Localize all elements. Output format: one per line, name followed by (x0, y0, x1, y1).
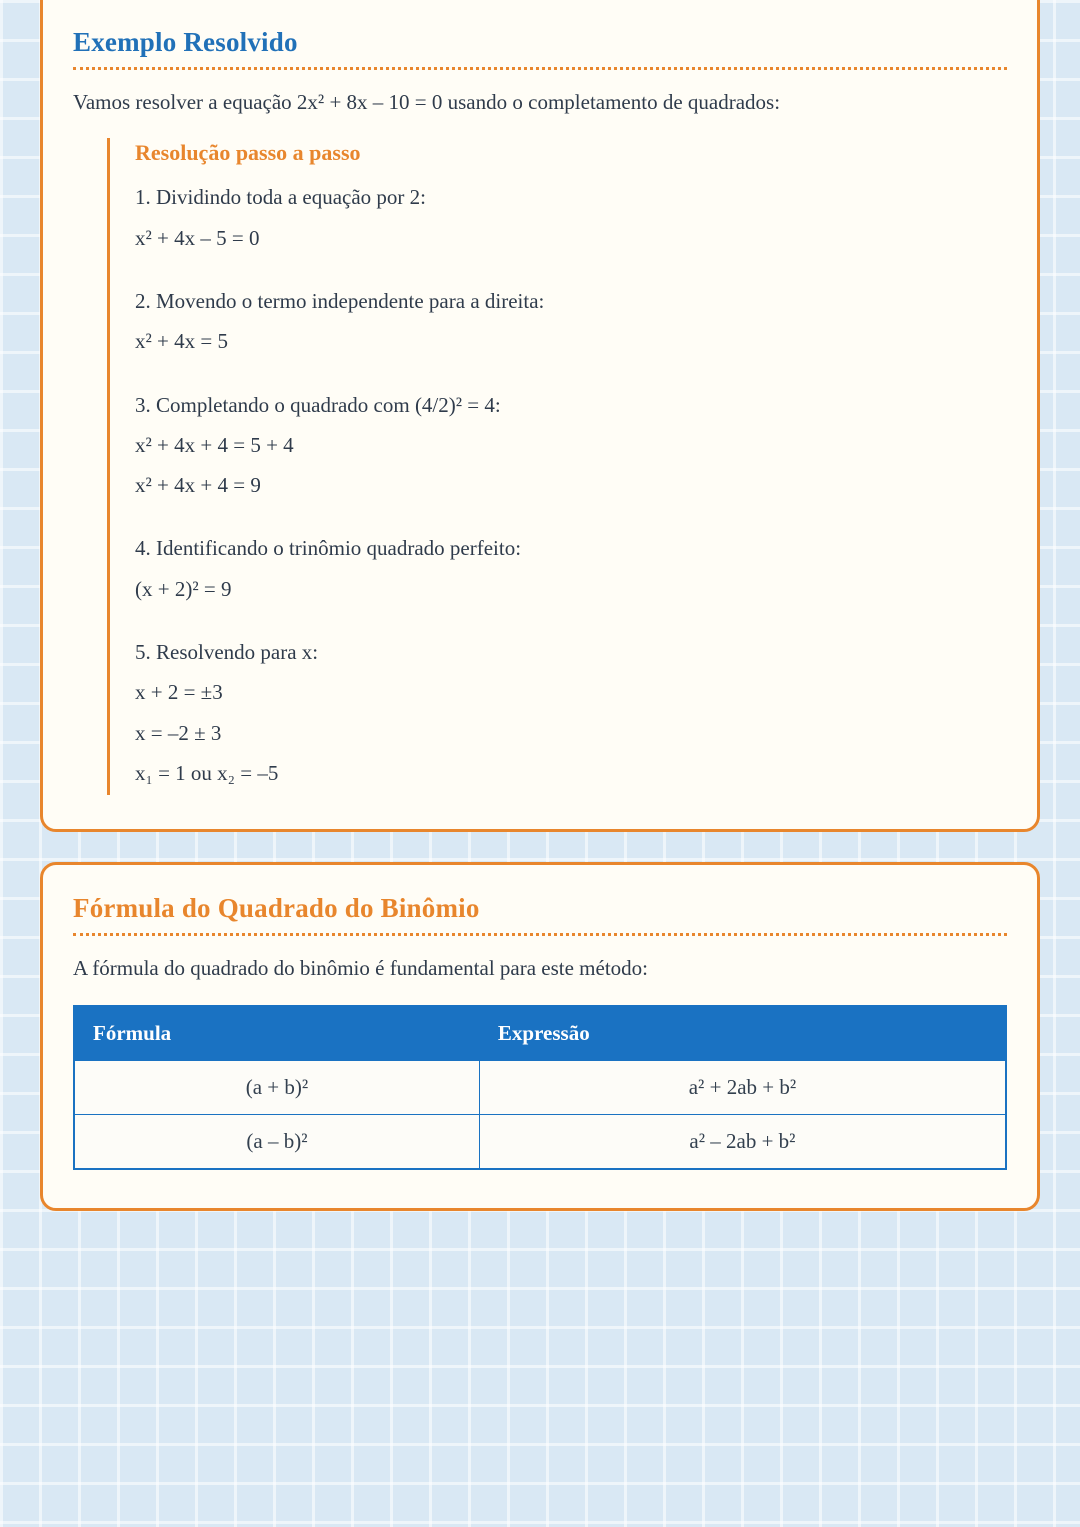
example-card (40, 0, 1040, 832)
step-2-label: 2. Movendo o termo independente para a direita: (135, 288, 545, 313)
formula-table-body (74, 1060, 1006, 1169)
step-3-label: 3. Completando o quadrado com (4/2)² = 4: (135, 392, 501, 417)
step-5-equation-2: x = –2 ± 3 (135, 720, 222, 745)
step-5-equation-3: x₁ = 1 ou x₂ = –5 (135, 760, 279, 785)
example-intro-text: Vamos resolver a equação 2x² + 8x – 10 = 0 usando o completamento de quadrados: (73, 90, 781, 114)
table-cell-formula-1: (a + b)² (74, 1060, 479, 1114)
dotted-divider (73, 67, 1007, 70)
step-1-equation: x² + 4x – 5 = 0 (135, 225, 260, 250)
table-header-row (74, 1006, 1006, 1061)
step-1 (135, 184, 1007, 252)
step-2-equation: x² + 4x = 5 (135, 329, 228, 354)
step-3-equation-1: x² + 4x + 4 = 5 + 4 (135, 432, 294, 457)
example-card-title: Exemplo Resolvido (73, 27, 298, 57)
table-cell-expression-2: a² – 2ab + b² (479, 1114, 1006, 1169)
step-5 (135, 639, 1007, 787)
step-4 (135, 535, 1007, 603)
formula-table (73, 1005, 1007, 1170)
step-4-label: 4. Identificando o trinômio quadrado perfeito: (135, 536, 522, 561)
step-5-label: 5. Resolvendo para x: (135, 640, 319, 665)
table-row (74, 1114, 1006, 1169)
table-header-formula: Fórmula (74, 1006, 479, 1061)
step-3 (135, 392, 1007, 500)
dotted-divider (73, 933, 1007, 936)
table-cell-formula-2: (a – b)² (74, 1114, 479, 1169)
formula-intro-text: A fórmula do quadrado do binômio é fundamental para este método: (73, 956, 649, 981)
step-1-label: 1. Dividindo toda a equação por 2: (135, 185, 427, 210)
formula-table-head (74, 1006, 1006, 1061)
step-5-equation-1: x + 2 = ±3 (135, 680, 223, 705)
step-3-equation-2: x² + 4x + 4 = 9 (135, 473, 261, 498)
step-4-equation: (x + 2)² = 9 (135, 576, 232, 601)
table-row (74, 1060, 1006, 1114)
step-by-step-block (107, 138, 1007, 795)
steps-block-title: Resolução passo a passo (135, 140, 361, 166)
formula-card-title: Fórmula do Quadrado do Binômio (73, 893, 480, 924)
formula-card (40, 862, 1040, 1210)
table-cell-expression-1: a² + 2ab + b² (479, 1060, 1006, 1114)
step-2 (135, 288, 1007, 356)
table-header-expression: Expressão (479, 1006, 1006, 1061)
